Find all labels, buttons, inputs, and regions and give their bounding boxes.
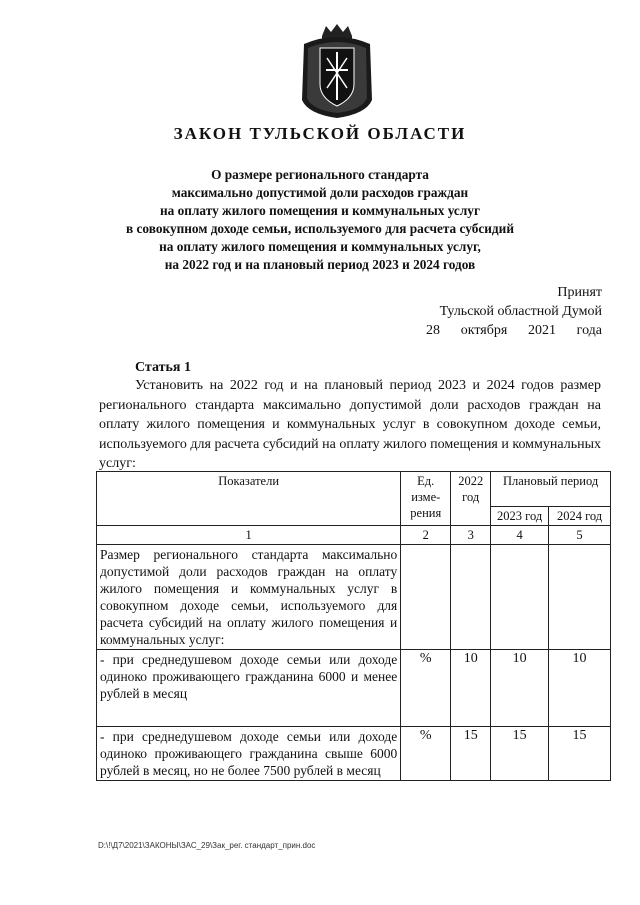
law-subject [60, 166, 580, 274]
adoption-block [426, 283, 602, 340]
value-2023: 10 [491, 650, 549, 727]
row-label: - при среднедушевом доходе семьи или доходе одиноко проживающего гражданина 6000 и менее рублей в месяц [97, 650, 401, 727]
article-heading: Статья 1 [135, 360, 191, 375]
adoption-day: 28 [426, 323, 440, 338]
row-label: - при среднедушевом доходе семьи или доходе одиноко проживающего гражданина свыше 6000 рублей в месяц, но не более 7500 рублей в месяц [97, 727, 401, 781]
article-text: Установить на 2022 год и на плановый период 2023 и 2024 годов размер регионального стандарта максимально допустимой доли расходов граждан на оплату жилого помещения и коммунальных услуг в совокупном доходе семьи, используемого для расчета субсидий на оплату жилого помещения и коммунальных услуг: [99, 378, 602, 471]
law-title: ЗАКОН ТУЛЬСКОЙ ОБЛАСТИ [173, 124, 467, 143]
unit-cell: % [401, 727, 451, 781]
column-number: 4 [491, 526, 549, 545]
table-row [97, 727, 611, 781]
column-number: 3 [451, 526, 491, 545]
header-2024: 2024 год [549, 507, 611, 526]
column-number: 2 [401, 526, 451, 545]
value-2022: 10 [451, 650, 491, 727]
table-row [97, 650, 611, 727]
adoption-year: 2021 [527, 323, 556, 338]
adopted-label: Принят [557, 285, 602, 300]
adoption-date [426, 321, 602, 340]
value-2024: 10 [549, 650, 611, 727]
table-header-row [97, 472, 611, 507]
subject-line: на оплату жилого помещения и коммунальных услуг [160, 203, 480, 218]
column-number: 1 [97, 526, 401, 545]
value-2022: 15 [451, 727, 491, 781]
adoption-month: октября [460, 323, 508, 338]
standards-table [96, 471, 611, 781]
header-2022: 2022 год [451, 472, 491, 526]
header-planned-period: Плановый период [491, 472, 611, 507]
header-2023: 2023 год [491, 507, 549, 526]
coat-of-arms-icon [296, 22, 378, 122]
subject-line: на оплату жилого помещения и коммунальных услуг, [159, 239, 481, 254]
adopting-body: Тульской областной Думой [439, 304, 602, 319]
subject-line: максимально допустимой доли расходов граждан [171, 185, 469, 200]
value-2023: 15 [491, 727, 549, 781]
column-number: 5 [549, 526, 611, 545]
table-row [97, 545, 611, 650]
unit-cell: % [401, 650, 451, 727]
subject-line: О размере регионального стандарта [211, 167, 429, 182]
adoption-year-word: года [576, 323, 602, 338]
header-unit: Ед. изме-рения [401, 472, 451, 526]
subject-line: на 2022 год и на плановый период 2023 и 2024 годов [164, 257, 476, 272]
value-2024: 15 [549, 727, 611, 781]
intro-cell: Размер регионального стандарта максимально допустимой доли расходов граждан на оплату жилого помещения и коммунальных услуг в совокупном доходе семьи, используемого для расчета субсидий на оплату жилого помещения и коммунальных услуг: [97, 545, 401, 650]
subject-line: в совокупном доходе семьи, используемого для расчета субсидий [126, 221, 514, 236]
file-path-footer: D:\!\Д7\2021\ЗАКОНЫ\ЗАС_29\Зак_рег. стандарт_прин.doc [98, 841, 316, 850]
header-indicators: Показатели [97, 472, 401, 526]
table-number-row [97, 526, 611, 545]
